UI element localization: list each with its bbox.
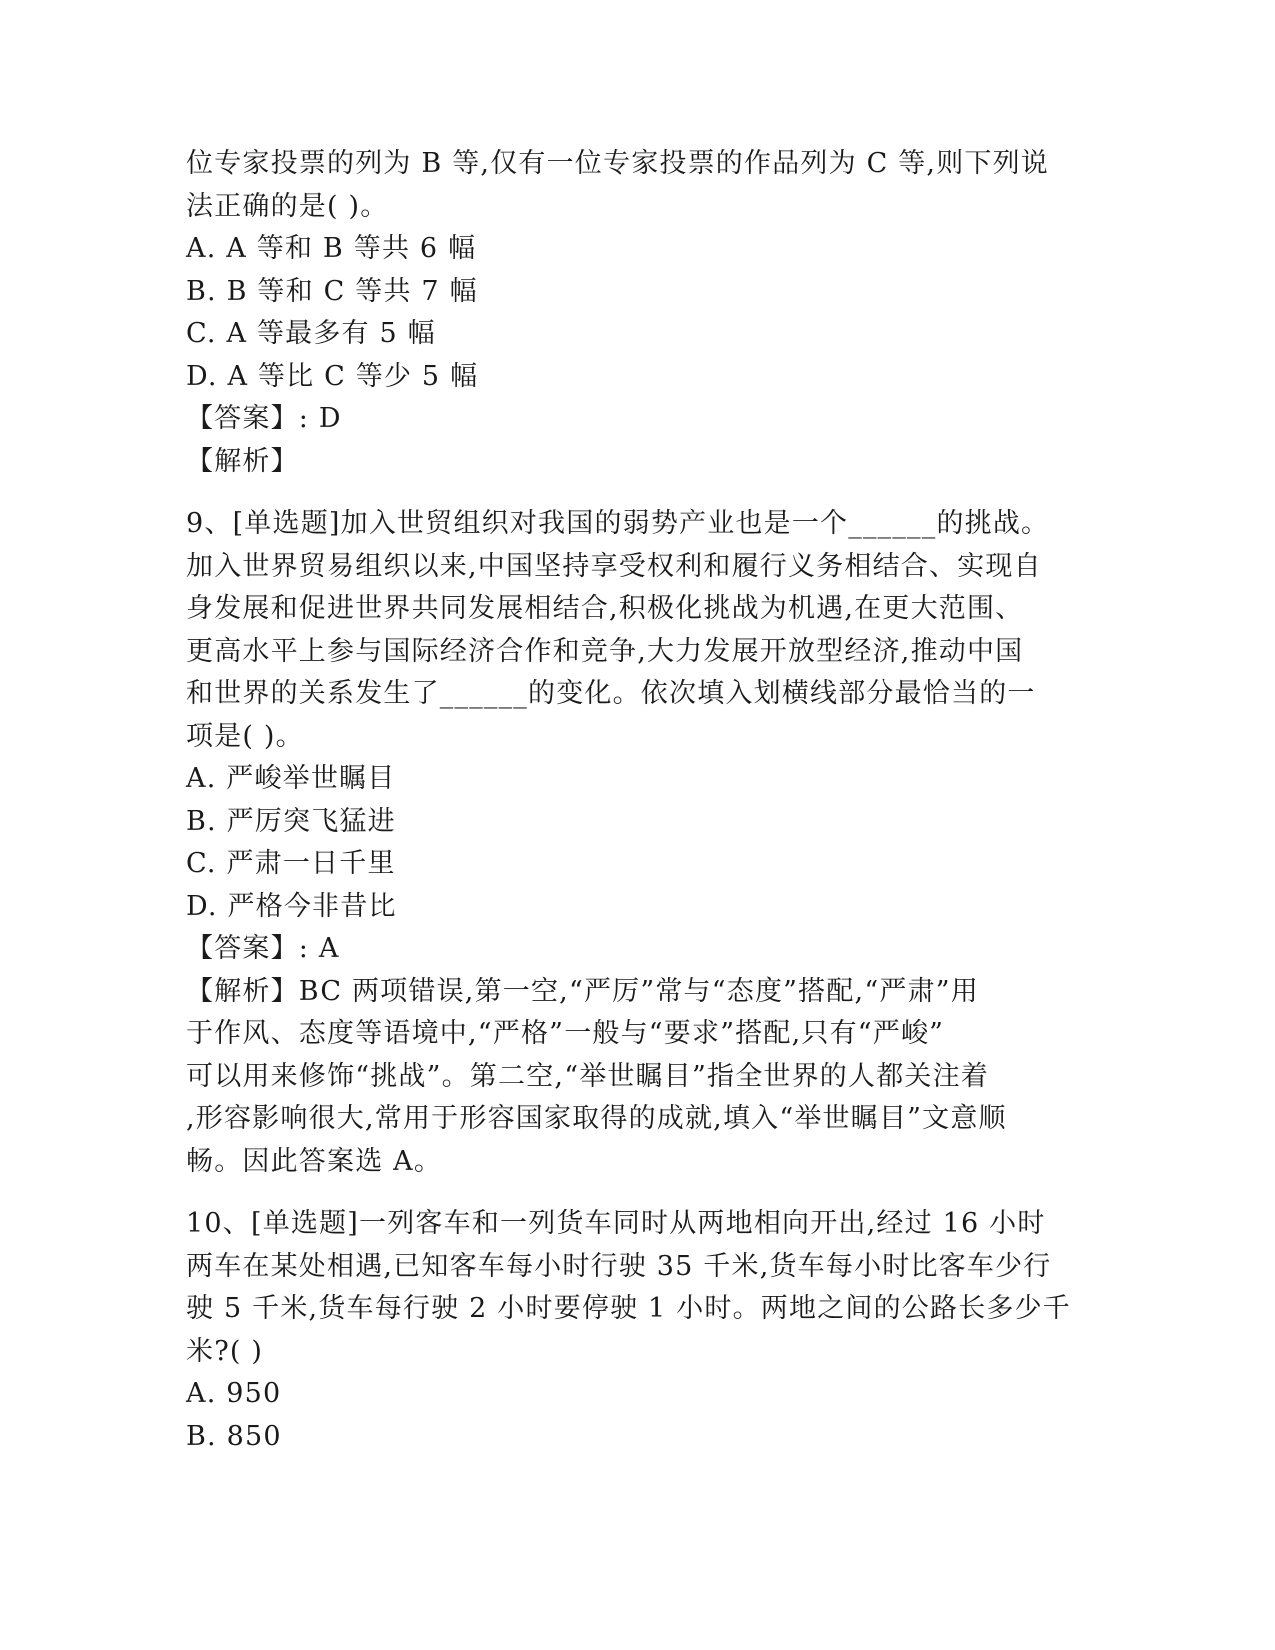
analysis-line: 畅。因此答案选 A。 [186,1145,443,1177]
question-9 [186,503,1081,1183]
question-stem-line: 两车在某处相遇,已知客车每小时行驶 35 千米,货车每小时比客车少行 [186,1250,1052,1282]
answer-line: 【答案】: A [186,933,340,964]
option-a: A. 950 [186,1378,282,1409]
question-stem-line: 更高水平上参与国际经济合作和竞争,大力发展开放型经济,推动中国 [186,635,1024,667]
question-stem-line: 10、[单选题]一列客车和一列货车同时从两地相向开出,经过 16 小时 [186,1208,1046,1239]
question-stem-line: 加入世界贸易组织以来,中国坚持享受权利和履行义务相结合、实现自 [186,550,1042,582]
analysis-line: 【解析】 [186,445,299,477]
question-8 [186,143,1081,483]
question-stem-line: 法正确的是( )。 [186,190,389,222]
question-stem-line: 驶 5 千米,货车每行驶 2 小时要停驶 1 小时。两地之间的公路长多少千 [186,1293,1072,1324]
answer-line: 【答案】: D [186,403,342,434]
option-c: C. 严肃一日千里 [186,848,396,879]
analysis-line: 【解析】BC 两项错误,第一空,“严厉”常与“态度”搭配,“严肃”用 [186,975,979,1007]
option-a: A. A 等和 B 等共 6 幅 [186,233,477,264]
analysis-line: 于作风、态度等语境中,“严格”一般与“要求”搭配,只有“严峻” [186,1018,945,1049]
option-c: C. A 等最多有 5 幅 [186,318,436,349]
option-b: B. B 等和 C 等共 7 幅 [186,275,478,307]
analysis-line: 可以用来修饰“挑战”。第二空,“举世瞩目”指全世界的人都关注着 [186,1060,989,1092]
option-b: B. 严厉突飞猛进 [186,805,396,837]
analysis-line: ,形容影响很大,常用于形容国家取得的成就,填入“举世瞩目”文意顺 [186,1103,1007,1134]
option-d: D. A 等比 C 等少 5 幅 [186,360,479,392]
question-10 [186,1203,1081,1458]
option-b: B. 850 [186,1420,282,1452]
question-stem-line: 米?( ) [186,1335,264,1367]
option-d: D. 严格今非昔比 [186,890,397,922]
question-stem-line: 9、[单选题]加入世贸组织对我国的弱势产业也是一个______的挑战。 [186,508,1050,539]
question-stem-line: 项是( )。 [186,720,304,752]
question-stem-line: 位专家投票的列为 B 等,仅有一位专家投票的作品列为 C 等,则下列说 [186,148,1049,179]
option-a: A. 严峻举世瞩目 [186,763,396,794]
question-stem-line: 身发展和促进世界共同发展相结合,积极化挑战为机遇,在更大范围、 [186,593,1024,624]
document-page [186,143,1081,1458]
question-stem-line: 和世界的关系发生了______的变化。依次填入划横线部分最恰当的一 [186,678,1036,709]
